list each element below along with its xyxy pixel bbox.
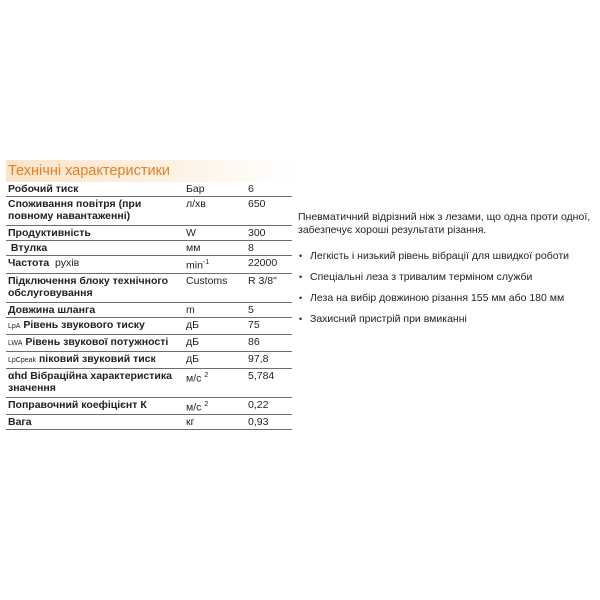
feature-item bbox=[298, 313, 596, 326]
spec-unit: Customs bbox=[182, 273, 244, 302]
spec-table bbox=[6, 182, 292, 430]
spec-name bbox=[6, 334, 182, 351]
spec-row-vibration bbox=[6, 368, 292, 397]
spec-name-text: Втулка bbox=[10, 242, 48, 254]
spec-value: 5,784 bbox=[244, 368, 292, 397]
spec-unit bbox=[182, 397, 244, 415]
spec-unit: мм bbox=[182, 241, 244, 256]
spec-value: 75 bbox=[244, 317, 292, 334]
spec-name: Підключення блоку технічного обслуговування bbox=[6, 273, 182, 302]
spec-unit-text: м/с bbox=[186, 401, 202, 413]
spec-unit: Бар bbox=[182, 182, 244, 197]
spec-unit bbox=[182, 256, 244, 274]
spec-value: 22000 bbox=[244, 256, 292, 274]
spec-prefix: LpA bbox=[8, 322, 21, 330]
spec-value: R 3/8" bbox=[244, 273, 292, 302]
spec-unit-text: м/с bbox=[186, 372, 202, 384]
bullet-icon: • bbox=[299, 272, 303, 282]
spec-value: 5 bbox=[244, 302, 292, 317]
spec-name: αhd Вібраційна характеристика значення bbox=[6, 368, 182, 397]
spec-name-text: Рівень звукової потужності bbox=[25, 335, 169, 348]
spec-value: 0,93 bbox=[244, 415, 292, 430]
bullet-icon: • bbox=[299, 314, 303, 324]
spec-unit: дБ bbox=[182, 317, 244, 334]
spec-name bbox=[6, 256, 182, 274]
spec-unit-exp: -1 bbox=[202, 259, 210, 266]
spec-row-correction-factor bbox=[6, 397, 292, 415]
spec-unit bbox=[182, 368, 244, 397]
spec-name: Довжина шланга bbox=[6, 302, 182, 317]
spec-name: Поправочний коефіцієнт К bbox=[6, 397, 182, 415]
spec-name-extra: рухів bbox=[55, 257, 80, 269]
spec-prefix: LWA bbox=[8, 339, 23, 347]
spec-name-text: піковий звуковий тиск bbox=[38, 352, 156, 365]
bullet-icon: • bbox=[299, 293, 303, 303]
spec-name bbox=[6, 241, 182, 256]
spec-unit: дБ bbox=[182, 334, 244, 351]
spec-row-sound-pressure bbox=[6, 317, 292, 334]
spec-value: 8 bbox=[244, 241, 292, 256]
spec-row-frequency bbox=[6, 256, 292, 274]
bullet-icon: • bbox=[299, 251, 303, 261]
feature-text: Захисний пристрій при вмиканні bbox=[310, 313, 467, 325]
spec-unit-exp: 2 bbox=[204, 400, 209, 408]
feature-text: Легкість і низький рівень вібрації для швидкої роботи bbox=[310, 250, 570, 262]
spec-row-sound-power bbox=[6, 334, 292, 351]
specs-title: Технічні характеристики bbox=[6, 160, 292, 182]
feature-text: Леза на вибір довжиною різання 155 мм або 180 мм bbox=[310, 292, 565, 304]
spec-value: 86 bbox=[244, 334, 292, 351]
feature-item bbox=[298, 250, 596, 263]
spec-unit-text: min bbox=[186, 259, 203, 272]
spec-row-power bbox=[6, 226, 292, 241]
spec-value: 97,8 bbox=[244, 351, 292, 368]
spec-unit: m bbox=[182, 302, 244, 317]
spec-value: 300 bbox=[244, 226, 292, 241]
spec-row-weight bbox=[6, 415, 292, 430]
spec-unit: кг bbox=[182, 415, 244, 430]
spec-name: Вага bbox=[6, 415, 182, 430]
feature-item bbox=[298, 271, 596, 284]
spec-name bbox=[6, 351, 182, 368]
feature-text: Спеціальні леза з тривалим терміном служби bbox=[310, 271, 533, 283]
spec-unit: л/хв bbox=[182, 197, 244, 226]
spec-name: Робочий тиск bbox=[6, 182, 182, 197]
spec-row-peak-pressure bbox=[6, 351, 292, 368]
spec-value: 0,22 bbox=[244, 397, 292, 415]
feature-list bbox=[298, 250, 596, 334]
spec-unit-exp: 2 bbox=[204, 371, 209, 379]
spec-name-text: Рівень звукового тиску bbox=[23, 318, 145, 331]
spec-panel bbox=[6, 160, 292, 430]
spec-name: Споживання повітря (при повному навантаженні) bbox=[6, 197, 182, 226]
spec-row-pressure bbox=[6, 182, 292, 197]
spec-name: Продуктивність bbox=[6, 226, 182, 241]
spec-row-sleeve bbox=[6, 241, 292, 256]
spec-value: 650 bbox=[244, 197, 292, 226]
spec-row-air-consumption bbox=[6, 197, 292, 226]
spec-name bbox=[6, 317, 182, 334]
spec-name-text: Частота bbox=[8, 257, 50, 269]
product-description: Пневматичний відрізний ніж з лезами, що одна проти одної, забезпечує хороші результати різання. bbox=[298, 211, 591, 236]
spec-row-maintenance-unit bbox=[6, 273, 292, 302]
spec-row-hose-length bbox=[6, 302, 292, 317]
spec-prefix: LpCpeak bbox=[8, 356, 37, 364]
feature-item bbox=[298, 292, 596, 305]
spec-unit: W bbox=[182, 226, 244, 241]
spec-value: 6 bbox=[244, 182, 292, 197]
spec-unit: дБ bbox=[182, 351, 244, 368]
